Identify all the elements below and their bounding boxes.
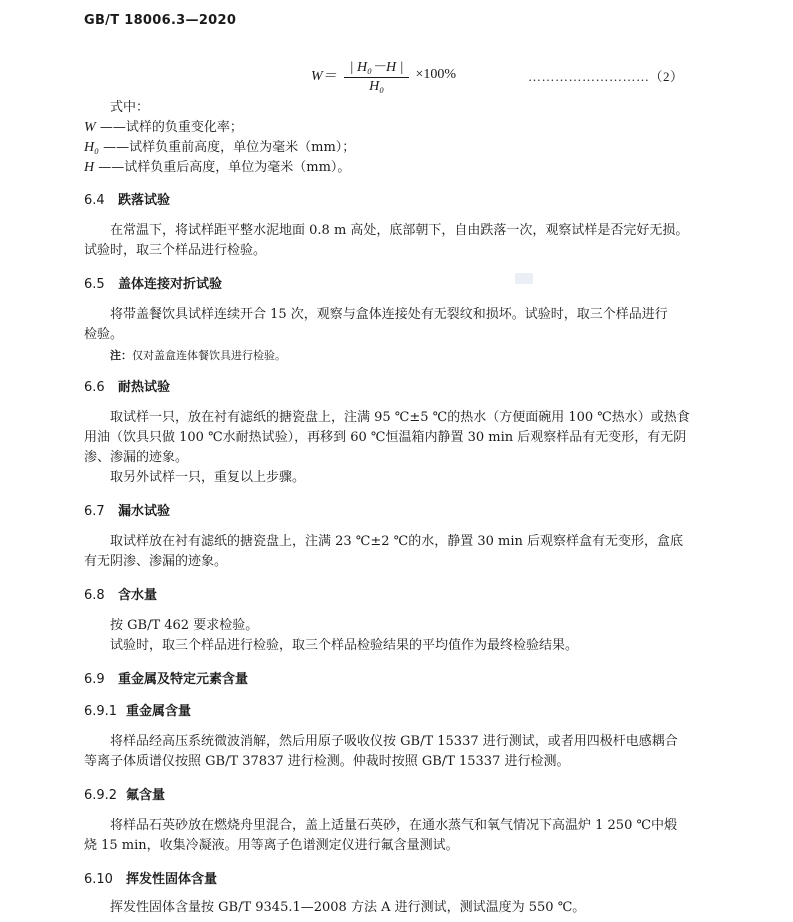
symbol-w: W bbox=[84, 120, 96, 135]
section-number: 6.7 bbox=[84, 504, 105, 519]
paragraph-line: 将样品石英砂放在燃烧舟里混合，盖上适量石英砂，在通水蒸气和氧气情况下高温炉 1 250 ℃中煅 bbox=[110, 818, 678, 833]
section-number: 6.4 bbox=[84, 193, 105, 208]
watermark-mark bbox=[515, 273, 533, 284]
paragraph-line: 将带盖餐饮具试样连续开合 15 次，观察与盒体连接处有无裂纹和损坏。试验时，取三个样品进行 bbox=[110, 307, 668, 322]
section-6-9-heading bbox=[84, 668, 248, 687]
section-title: 重金属含量 bbox=[126, 704, 192, 719]
note-label: 注： bbox=[110, 349, 132, 362]
equation-number: ………………………（2） bbox=[528, 69, 684, 84]
section-6-9-2-heading bbox=[84, 784, 165, 803]
paragraph-line: 将样品经高压系统微波消解，然后用原子吸收仪按 GB/T 15337 进行测试，或者用四极杆电感耦合 bbox=[110, 734, 678, 749]
paragraph-line: 用油（饮具只做 100 ℃水耐热试验），再移到 60 ℃恒温箱内静置 30 min 后观察样品有无变形，有无阴 bbox=[84, 430, 687, 445]
formula bbox=[311, 55, 456, 95]
paragraph-line: 取试样一只，放在衬有滤纸的搪瓷盘上，注满 95 ℃±5 ℃的热水（方便面碗用 100 ℃热水）或热食 bbox=[110, 410, 690, 425]
section-title: 重金属及特定元素含量 bbox=[118, 672, 249, 687]
where-def-h bbox=[84, 158, 350, 178]
where-def-h0-text: ——试样负重前高度，单位为毫米（mm）； bbox=[103, 140, 356, 155]
formula-fraction bbox=[344, 56, 410, 95]
section-title: 氟含量 bbox=[126, 788, 166, 803]
paragraph-line: 在常温下，将试样距平整水泥地面 0.8 m 高处，底部朝下，自由跌落一次，观察试样是否完好无损。 bbox=[110, 223, 689, 238]
paragraph-line: 取另外试样一只，重复以上步骤。 bbox=[110, 470, 306, 485]
paragraph-line: 渗、渗漏的迹象。 bbox=[84, 450, 189, 465]
paragraph-line: 挥发性固体含量按 GB/T 9345.1—2008 方法 A 进行测试，测试温度为 550 ℃。 bbox=[110, 900, 586, 915]
paragraph-line: 试验时，取三个样品进行检验。 bbox=[84, 243, 267, 258]
section-number: 6.9 bbox=[84, 672, 105, 687]
section-6-8-heading bbox=[84, 584, 157, 603]
section-6-6-heading bbox=[84, 376, 170, 395]
section-number: 6.5 bbox=[84, 277, 105, 292]
where-def-w-text: ——试样的负重变化率； bbox=[99, 120, 243, 135]
paragraph-line: 试验时，取三个样品进行检验，取三个样品检验结果的平均值作为最终检验结果。 bbox=[110, 638, 579, 653]
section-title: 跌落试验 bbox=[118, 193, 171, 208]
section-6-7-heading bbox=[84, 500, 170, 519]
symbol-h: H bbox=[84, 160, 95, 175]
formula-lhs: W＝ bbox=[311, 69, 337, 84]
section-number: 6.9.1 bbox=[84, 704, 118, 719]
where-intro: 式中： bbox=[110, 100, 150, 115]
section-title: 漏水试验 bbox=[118, 504, 171, 519]
formula-denominator: H₀ bbox=[369, 78, 385, 94]
where-def-h0 bbox=[84, 138, 355, 158]
section-number: 6.6 bbox=[84, 380, 105, 395]
section-6-9-1-heading bbox=[84, 700, 191, 719]
section-number: 6.8 bbox=[84, 588, 105, 603]
where-def-w bbox=[84, 118, 243, 138]
note bbox=[110, 347, 286, 363]
standard-number: GB/T 18006.3—2020 bbox=[84, 13, 237, 28]
note-text: 仅对盖盒连体餐饮具进行检验。 bbox=[132, 349, 286, 362]
section-number: 6.10 bbox=[84, 872, 113, 887]
section-6-5-heading bbox=[84, 273, 222, 292]
section-6-10-heading bbox=[84, 868, 217, 887]
formula-times: ×100% bbox=[415, 67, 457, 82]
symbol-h0: H₀ bbox=[84, 140, 99, 155]
section-title: 盖体连接对折试验 bbox=[118, 277, 223, 292]
section-title: 耐热试验 bbox=[118, 380, 171, 395]
paragraph-line: 检验。 bbox=[84, 327, 124, 342]
paragraph-line: 等离子体质谱仪按照 GB/T 37837 进行检测。仲裁时按照 GB/T 15337 进行检测。 bbox=[84, 754, 570, 769]
formula-numerator: | H₀－H | bbox=[344, 56, 410, 78]
section-number: 6.9.2 bbox=[84, 788, 118, 803]
section-6-4-heading bbox=[84, 189, 170, 208]
section-title: 含水量 bbox=[118, 588, 158, 603]
paragraph-line: 有无阴渗、渗漏的迹象。 bbox=[84, 554, 228, 569]
where-def-h-text: ——试样负重后高度，单位为毫米（mm）。 bbox=[98, 160, 351, 175]
paragraph-line: 烧 15 min，收集冷凝液。用等离子色谱测定仪进行氟含量测试。 bbox=[84, 838, 459, 853]
paragraph-line: 按 GB/T 462 要求检验。 bbox=[110, 618, 259, 633]
paragraph-line: 取试样放在衬有滤纸的搪瓷盘上，注满 23 ℃±2 ℃的水，静置 30 min 后观察样盒有无变形，盒底 bbox=[110, 534, 683, 549]
section-title: 挥发性固体含量 bbox=[126, 872, 218, 887]
